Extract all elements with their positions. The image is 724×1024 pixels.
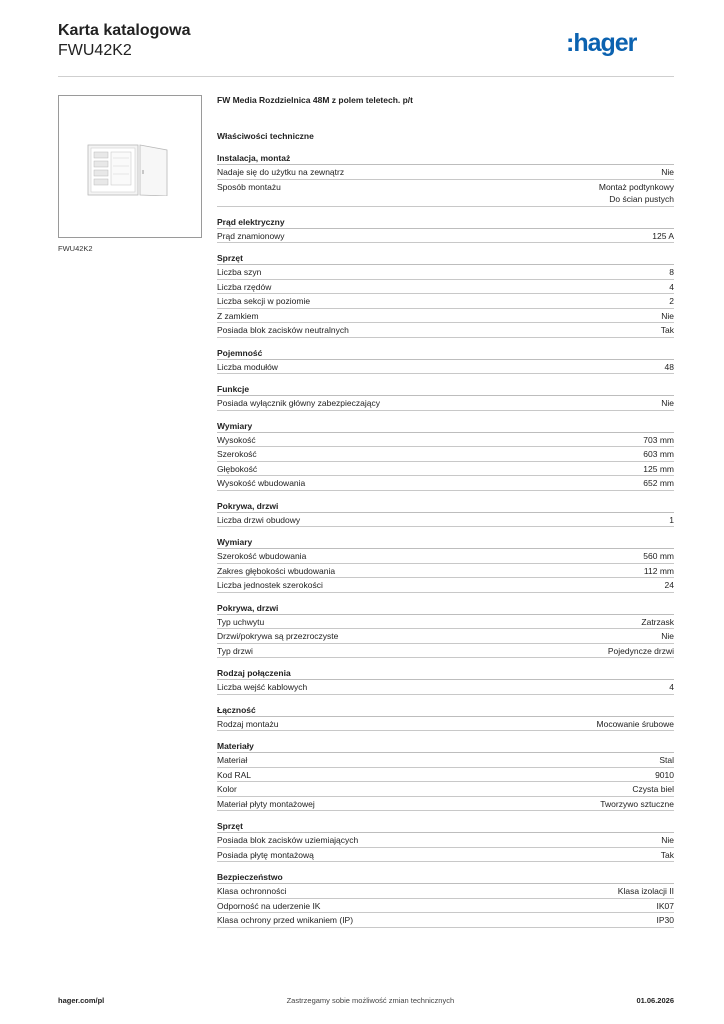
spec-value bbox=[661, 324, 674, 337]
spec-row bbox=[217, 165, 674, 180]
hager-logo-text: :hager bbox=[566, 29, 637, 57]
spec-value bbox=[655, 769, 674, 782]
spec-value bbox=[599, 181, 674, 206]
spec-value bbox=[597, 718, 674, 731]
spec-label: Wysokość wbudowania bbox=[217, 478, 306, 488]
spec-sections bbox=[217, 152, 674, 928]
section-title: Wymiary bbox=[217, 420, 674, 433]
product-name: FW Media Rozdzielnica 48M z polem teletech. p/t bbox=[217, 95, 414, 105]
section-title: Instalacja, montaż bbox=[217, 152, 674, 165]
spec-value bbox=[661, 166, 674, 179]
section-title: Sprzęt bbox=[217, 252, 674, 265]
spec-value-text: Nie bbox=[661, 398, 674, 408]
spec-label: Odporność na uderzenie IK bbox=[217, 900, 321, 911]
spec-value-text: Nie bbox=[661, 167, 674, 177]
spec-label: Materiał płyty montażowej bbox=[217, 798, 315, 809]
spec-label: Posiada płytę montażową bbox=[217, 849, 314, 860]
spec-section bbox=[217, 216, 674, 244]
spec-value bbox=[669, 514, 674, 527]
spec-label: Kolor bbox=[217, 784, 237, 794]
footer-date: 01.06.2026 bbox=[636, 996, 674, 1005]
spec-label: Liczba modułów bbox=[217, 361, 278, 372]
spec-value-text: Stal bbox=[659, 755, 674, 765]
spec-row bbox=[217, 513, 674, 528]
spec-value bbox=[665, 579, 674, 592]
spec-label: Rodzaj montażu bbox=[217, 718, 279, 729]
section-title: Pokrywa, drzwi bbox=[217, 500, 674, 513]
spec-value bbox=[669, 266, 674, 279]
spec-row bbox=[217, 615, 674, 630]
spec-section bbox=[217, 383, 674, 411]
document-title: Karta katalogowa bbox=[58, 22, 191, 39]
spec-section bbox=[217, 740, 674, 811]
spec-value-text: 112 mm bbox=[643, 565, 674, 576]
spec-value-text: Montaż podtynkowy bbox=[598, 181, 674, 192]
section-title: Bezpieczeństwo bbox=[217, 871, 674, 884]
spec-row bbox=[217, 680, 674, 695]
spec-row bbox=[217, 629, 674, 644]
spec-value-text: Klasa izolacji II bbox=[617, 886, 674, 896]
spec-value-text: 603 mm bbox=[643, 449, 674, 459]
spec-value bbox=[643, 550, 674, 563]
spec-row bbox=[217, 578, 674, 593]
spec-value bbox=[661, 630, 674, 643]
spec-value bbox=[669, 295, 674, 308]
spec-value-text: Nie bbox=[661, 310, 674, 321]
spec-label: Klasa ochronności bbox=[217, 886, 287, 896]
spec-value bbox=[632, 783, 674, 796]
spec-value bbox=[661, 849, 674, 862]
product-specifications bbox=[217, 93, 674, 928]
spec-value bbox=[641, 616, 674, 629]
spec-value bbox=[643, 448, 674, 461]
spec-value-text: 652 mm bbox=[643, 478, 674, 488]
spec-value bbox=[643, 434, 674, 447]
distribution-board-image bbox=[87, 144, 177, 196]
spec-value-text: 48 bbox=[664, 361, 674, 372]
spec-value-text: IP30 bbox=[656, 915, 674, 925]
spec-row bbox=[217, 768, 674, 783]
technical-properties-heading: Właściwości techniczne bbox=[217, 131, 314, 141]
section-title: Materiały bbox=[217, 740, 674, 753]
spec-value bbox=[665, 361, 674, 374]
spec-value-text: 560 mm bbox=[643, 551, 674, 561]
section-title: Funkcje bbox=[217, 383, 674, 396]
section-title: Wymiary bbox=[217, 536, 674, 549]
spec-row bbox=[217, 753, 674, 768]
spec-section bbox=[217, 152, 674, 207]
section-title: Sprzęt bbox=[217, 820, 674, 833]
spec-label: Głębokość bbox=[217, 463, 258, 474]
spec-row bbox=[217, 280, 674, 295]
spec-label: Szerokość wbudowania bbox=[217, 551, 307, 561]
spec-value-text: Tak bbox=[660, 849, 674, 860]
spec-value bbox=[657, 900, 675, 913]
spec-label: Typ uchwytu bbox=[217, 616, 265, 627]
spec-label: Klasa ochrony przed wnikaniem (IP) bbox=[217, 915, 354, 925]
spec-value bbox=[600, 798, 674, 811]
spec-value-text: Do ścian pustych bbox=[609, 194, 674, 204]
spec-value bbox=[652, 230, 674, 243]
section-title: Rodzaj połączenia bbox=[217, 667, 674, 680]
spec-value-text: 9010 bbox=[655, 769, 674, 780]
spec-label: Liczba rzędów bbox=[217, 281, 272, 292]
spec-section bbox=[217, 602, 674, 659]
spec-row bbox=[217, 884, 674, 899]
spec-row bbox=[217, 797, 674, 812]
spec-row bbox=[217, 396, 674, 411]
hager-logo bbox=[566, 28, 676, 58]
spec-value-text: Nie bbox=[661, 835, 674, 845]
spec-row bbox=[217, 265, 674, 280]
spec-value-text: Czysta biel bbox=[632, 784, 674, 794]
spec-label: Kod RAL bbox=[217, 769, 252, 780]
spec-label: Prąd znamionowy bbox=[217, 230, 285, 241]
spec-label: Typ drzwi bbox=[217, 645, 253, 656]
document-header bbox=[58, 21, 190, 61]
spec-value-text: Zatrzask bbox=[641, 616, 674, 627]
spec-label: Liczba jednostek szerokości bbox=[217, 580, 323, 590]
spec-row bbox=[217, 360, 674, 375]
spec-section bbox=[217, 871, 674, 928]
footer-website: hager.com/pl bbox=[58, 996, 105, 1005]
spec-row bbox=[217, 833, 674, 848]
spec-value-text: IK07 bbox=[656, 900, 674, 911]
spec-value bbox=[643, 477, 674, 490]
spec-row bbox=[217, 462, 674, 477]
spec-label: Liczba wejść kablowych bbox=[217, 682, 308, 692]
spec-value-text: 125 mm bbox=[643, 463, 674, 474]
spec-value bbox=[644, 565, 674, 578]
spec-label: Materiał bbox=[217, 755, 248, 765]
footer-notice: Zastrzegamy sobie możliwość zmian technicznych bbox=[286, 996, 455, 1005]
spec-value bbox=[608, 645, 674, 658]
section-title: Pojemność bbox=[217, 347, 674, 360]
spec-section bbox=[217, 667, 674, 695]
spec-value bbox=[618, 885, 674, 898]
spec-section bbox=[217, 252, 674, 338]
spec-label: Posiada blok zacisków uziemiających bbox=[217, 835, 359, 845]
section-title: Pokrywa, drzwi bbox=[217, 602, 674, 615]
spec-value-text: 2 bbox=[669, 296, 674, 306]
spec-row bbox=[217, 476, 674, 491]
spec-label: Sposób montażu bbox=[217, 181, 281, 192]
spec-row bbox=[217, 447, 674, 462]
spec-label: Wysokość bbox=[217, 434, 256, 445]
spec-row bbox=[217, 848, 674, 863]
spec-value-text: 24 bbox=[664, 580, 674, 590]
spec-label: Posiada wyłącznik główny zabezpieczający bbox=[217, 398, 380, 408]
spec-value-text: Nie bbox=[661, 631, 674, 641]
spec-value bbox=[669, 681, 674, 694]
spec-label: Liczba sekcji w poziomie bbox=[217, 296, 311, 306]
spec-row bbox=[217, 323, 674, 338]
spec-value-text: Mocowanie śrubowe bbox=[596, 718, 674, 729]
spec-row bbox=[217, 180, 674, 207]
spec-value-text: 1 bbox=[669, 514, 674, 525]
spec-value-text: Tak bbox=[660, 325, 674, 335]
spec-label: Liczba szyn bbox=[217, 267, 262, 277]
spec-row bbox=[217, 549, 674, 564]
spec-row bbox=[217, 309, 674, 324]
spec-value bbox=[661, 834, 674, 847]
spec-value-text: 125 A bbox=[652, 230, 674, 241]
spec-value-text: 8 bbox=[669, 267, 674, 277]
spec-label: Z zamkiem bbox=[217, 310, 259, 321]
section-title: Prąd elektryczny bbox=[217, 216, 674, 229]
section-title: Łączność bbox=[217, 704, 674, 717]
spec-value-text: 703 mm bbox=[643, 434, 674, 445]
spec-row bbox=[217, 913, 674, 928]
spec-value-text: Tworzywo sztuczne bbox=[600, 798, 674, 809]
spec-section bbox=[217, 500, 674, 528]
spec-row bbox=[217, 644, 674, 659]
header-divider bbox=[58, 76, 674, 77]
spec-value-text: Pojedyncze drzwi bbox=[607, 645, 674, 656]
spec-section bbox=[217, 420, 674, 491]
spec-value bbox=[659, 754, 674, 767]
spec-label: Nadaje się do użytku na zewnątrz bbox=[217, 167, 345, 177]
spec-section bbox=[217, 347, 674, 375]
spec-row bbox=[217, 564, 674, 579]
spec-value-text: 4 bbox=[669, 682, 674, 692]
spec-row bbox=[217, 717, 674, 732]
spec-row bbox=[217, 433, 674, 448]
spec-row bbox=[217, 899, 674, 914]
spec-label: Szerokość bbox=[217, 449, 257, 459]
spec-section bbox=[217, 536, 674, 593]
spec-label: Drzwi/pokrywa są przezroczyste bbox=[217, 631, 339, 641]
spec-section bbox=[217, 820, 674, 862]
spec-section bbox=[217, 704, 674, 732]
spec-value bbox=[661, 397, 674, 410]
spec-value bbox=[669, 281, 674, 294]
spec-row bbox=[217, 782, 674, 797]
spec-value bbox=[657, 914, 675, 927]
spec-value-text: 4 bbox=[669, 281, 674, 292]
spec-label: Liczba drzwi obudowy bbox=[217, 514, 301, 525]
product-image bbox=[58, 95, 202, 238]
page-footer bbox=[58, 996, 674, 1005]
spec-value bbox=[661, 310, 674, 323]
image-caption: FWU42K2 bbox=[58, 244, 93, 253]
spec-row bbox=[217, 229, 674, 244]
spec-label: Posiada blok zacisków neutralnych bbox=[217, 325, 349, 335]
spec-value bbox=[643, 463, 674, 476]
product-code: FWU42K2 bbox=[58, 42, 132, 59]
spec-row bbox=[217, 294, 674, 309]
spec-label: Zakres głębokości wbudowania bbox=[217, 565, 336, 576]
